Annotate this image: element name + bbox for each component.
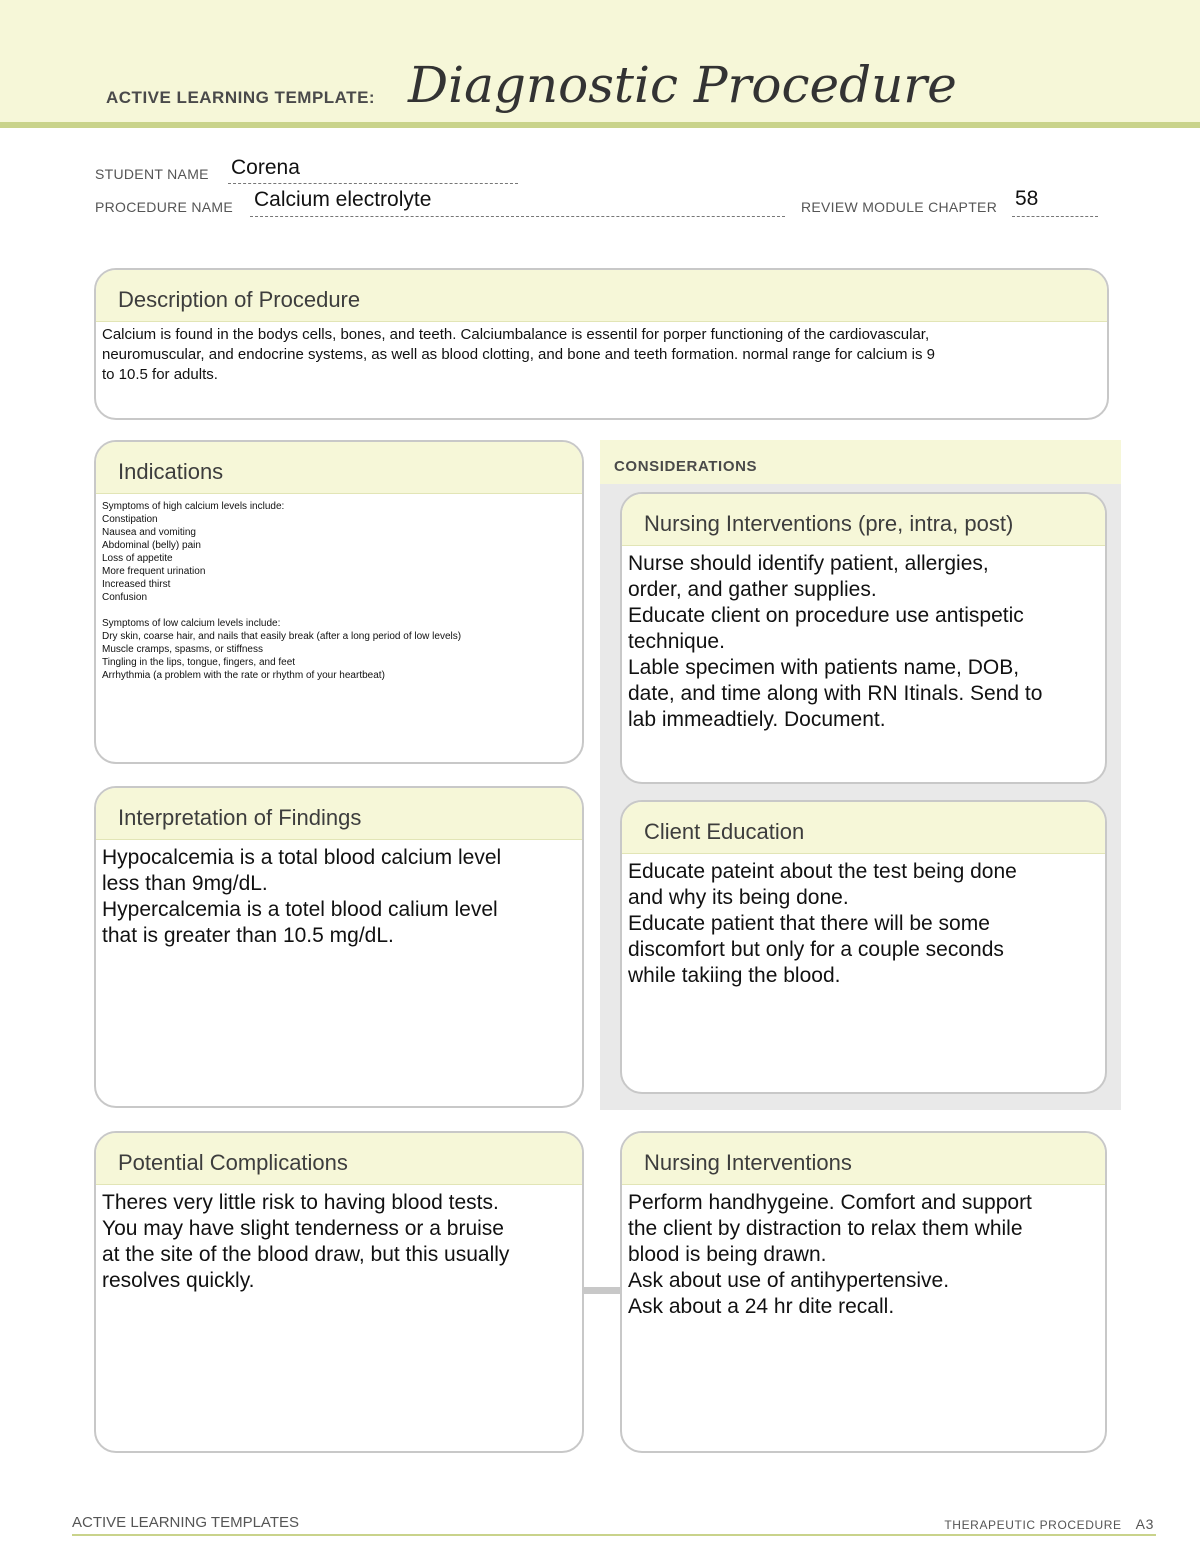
student-name-label: STUDENT NAME — [95, 166, 209, 182]
nursing-interventions-pip-line: Nurse should identify patient, allergies, — [628, 552, 989, 575]
indications-line: More frequent urination — [102, 566, 206, 577]
indications-line: Symptoms of high calcium levels include: — [102, 501, 285, 512]
interpretation-heading: Interpretation of Findings — [96, 788, 582, 840]
review-module-label: REVIEW MODULE CHAPTER — [801, 199, 998, 215]
complications-line: Theres very little risk to having blood tests. — [102, 1191, 499, 1214]
indications-line: Confusion — [102, 592, 148, 603]
client-education-box — [620, 800, 1107, 1094]
indications-line: Dry skin, coarse hair, and nails that easily break (after a long period of low levels) — [102, 631, 462, 642]
indications-line: Abdominal (belly) pain — [102, 540, 201, 551]
review-module-field[interactable]: 58 — [1015, 187, 1039, 210]
complications-heading: Potential Complications — [96, 1133, 582, 1185]
nursing-interventions-pip-line: Lable specimen with patients name, DOB, — [628, 656, 1020, 679]
client-education-heading: Client Education — [622, 802, 1105, 854]
indications-spacer — [102, 604, 576, 617]
considerations-label: CONSIDERATIONS — [614, 458, 758, 475]
client-education-line: discomfort but only for a couple seconds — [628, 938, 1004, 961]
description-heading: Description of Procedure — [96, 270, 1107, 322]
indications-line: Symptoms of low calcium levels include: — [102, 618, 281, 629]
interpretation-body[interactable] — [96, 840, 582, 949]
description-line: neuromuscular, and endocrine systems, as well as blood clotting, and bone and teeth formation. normal range for calcium is 9 — [102, 346, 935, 363]
description-body[interactable] — [96, 322, 1107, 385]
footer-right — [944, 1516, 1154, 1532]
complications-body[interactable] — [96, 1185, 582, 1294]
indications-line: Nausea and vomiting — [102, 527, 196, 538]
description-box — [94, 268, 1109, 420]
interpretation-box — [94, 786, 584, 1108]
nursing-interventions-pip-line: technique. — [628, 630, 725, 653]
client-education-body[interactable] — [622, 854, 1105, 989]
description-line: Calcium is found in the bodys cells, bones, and teeth. Calciumbalance is essentil for porper functioning of the cardiovascular, — [102, 326, 930, 343]
connector-bar — [583, 1287, 621, 1294]
complications-box — [94, 1131, 584, 1453]
footer-left-label: ACTIVE LEARNING TEMPLATES — [72, 1514, 299, 1531]
client-education-line: and why its being done. — [628, 886, 849, 909]
nursing-interventions-pip-line: Educate client on procedure use antispetic — [628, 604, 1024, 627]
footer-right-label: THERAPEUTIC PROCEDURE — [944, 1518, 1122, 1532]
nursing-interventions-line: the client by distraction to relax them while — [628, 1217, 1023, 1240]
nursing-interventions-pip-line: date, and time along with RN Itinals. Send to — [628, 682, 1043, 705]
nursing-interventions-line: Ask about use of antihypertensive. — [628, 1269, 950, 1292]
indications-line: Increased thirst — [102, 579, 171, 590]
complications-line: resolves quickly. — [102, 1269, 255, 1292]
interpretation-line: that is greater than 10.5 mg/dL. — [102, 924, 394, 947]
complications-line: You may have slight tenderness or a bruise — [102, 1217, 504, 1240]
nursing-interventions-pip-heading: Nursing Interventions (pre, intra, post) — [622, 494, 1105, 546]
indications-heading: Indications — [96, 442, 582, 494]
template-label: ACTIVE LEARNING TEMPLATE: — [106, 88, 376, 107]
procedure-name-label: PROCEDURE NAME — [95, 199, 233, 215]
student-name-field[interactable]: Corena — [231, 156, 300, 179]
client-education-line: Educate pateint about the test being done — [628, 860, 1017, 883]
interpretation-line: Hypercalcemia is a totel blood calium level — [102, 898, 498, 921]
nursing-interventions-line: Perform handhygeine. Comfort and support — [628, 1191, 1032, 1214]
complications-line: at the site of the blood draw, but this usually — [102, 1243, 510, 1266]
interpretation-line: less than 9mg/dL. — [102, 872, 268, 895]
interpretation-line: Hypocalcemia is a total blood calcium level — [102, 846, 502, 869]
nursing-interventions-pip-body[interactable] — [622, 546, 1105, 733]
nursing-interventions-pip-line: lab immeadtiely. Document. — [628, 708, 886, 731]
description-line: to 10.5 for adults. — [102, 366, 218, 383]
indications-line: Loss of appetite — [102, 553, 173, 564]
nursing-interventions-line: Ask about a 24 hr dite recall. — [628, 1295, 895, 1318]
indications-box — [94, 440, 584, 764]
page-number: A3 — [1135, 1516, 1154, 1532]
nursing-interventions-box — [620, 1131, 1107, 1453]
client-education-line: while takiing the blood. — [628, 964, 841, 987]
nursing-interventions-heading: Nursing Interventions — [622, 1133, 1105, 1185]
indications-line: Arrhythmia (a problem with the rate or rhythm of your heartbeat) — [102, 670, 385, 681]
page-title: Diagnostic Procedure — [408, 56, 957, 114]
nursing-interventions-body[interactable] — [622, 1185, 1105, 1320]
indications-line: Tingling in the lips, tongue, fingers, and feet — [102, 657, 296, 668]
footer-rule — [72, 1534, 1156, 1536]
client-education-line: Educate patient that there will be some — [628, 912, 990, 935]
nursing-interventions-pip-box — [620, 492, 1107, 784]
indications-line: Muscle cramps, spasms, or stiffness — [102, 644, 263, 655]
nursing-interventions-line: blood is being drawn. — [628, 1243, 827, 1266]
procedure-name-field[interactable]: Calcium electrolyte — [254, 188, 432, 211]
nursing-interventions-pip-line: order, and gather supplies. — [628, 578, 877, 601]
indications-body[interactable] — [96, 494, 582, 682]
indications-line: Constipation — [102, 514, 158, 525]
